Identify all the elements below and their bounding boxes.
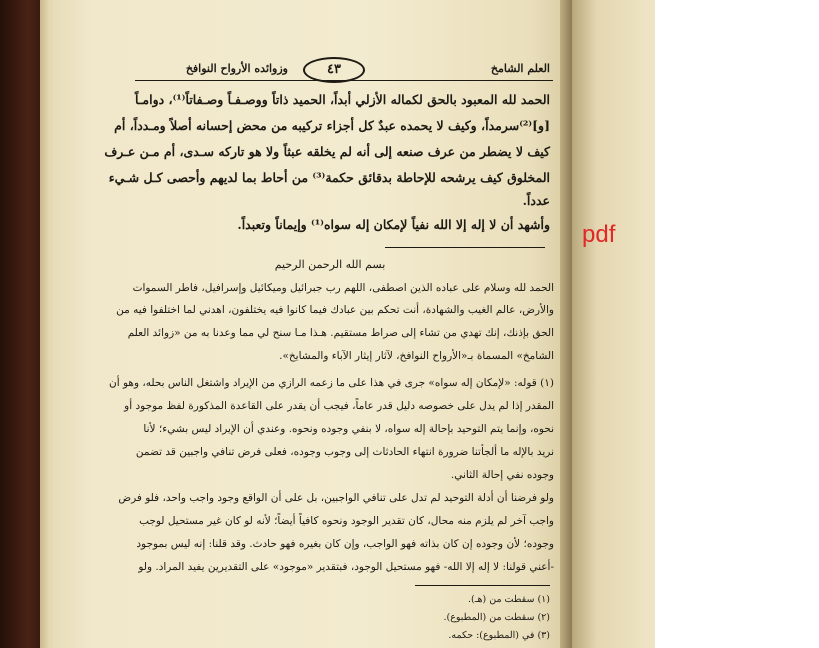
header-rule	[135, 80, 553, 81]
footnote: (٣) في (المطبوع): حكمه.	[448, 630, 550, 641]
body-text-line: واجب آخر لم يلزم منه محال، كان تقدير الوجود ونحوه كافياً أيضاً؛ لأنه لو كان غير مستحيل لوجب	[139, 515, 554, 527]
body-text-line: الشامخ» المسماة بـ«الأرواح النوافخ، لآثار إيثار الآباء والمشايخ».	[279, 350, 554, 362]
footnote: (٢) سقطت من (المطبوع).	[443, 612, 550, 623]
pdf-watermark: pdf	[582, 221, 616, 248]
body-text-line: الحق بإذنك، إنك تهدي من تشاء إلى صراط مستقيم. هـذا مـا سنح لي مما وعدنا به من «زوائد العلم	[127, 327, 554, 339]
body-text-line: والأرض، عالم الغيب والشهادة، أنت تحكم بين عبادك فيما كانوا فيه يختلفون، اهدني لما اختلفوا فيه من	[116, 304, 554, 316]
basmala: بسم الله الرحمن الرحيم	[274, 258, 386, 271]
main-text-line: عدداً.	[522, 193, 550, 208]
main-text-line: المخلوق كيف يرشحه للإحاطة بدقائق حكمة⁽³⁾ من أحاط بما لديهم وأحصى كـل شـيء	[108, 170, 550, 185]
body-text-line: -أعني قولنا: لا إله إلا الله- فهو مستحيل الوجود، فبتقدير «موجود» على التقديرين يفيد المراد. ولو	[138, 561, 554, 573]
body-text-line: ولو فرضنا أن أدلة التوحيد لم تدل على تنافي الواجبين، بل على أن الواقع وجود واجب واحد، فلو فرض	[118, 492, 554, 504]
body-text-line: وجوده نفي إحالة الثاني.	[450, 469, 554, 481]
body-text-line: وجوده؛ لأن وجوده إن كان بذاته فهو الواجب، وإن كان بغيره فهو حادث. وقد قلنا: إنه ليس بموجود	[136, 538, 554, 550]
main-text-line: وأشهد أن لا إله إلا الله نفياً لإمكان إله سواه⁽¹⁾ وإيماناً وتعبداً.	[237, 217, 550, 232]
footnote-rule	[415, 585, 550, 586]
facing-page-edge	[572, 0, 655, 648]
body-text-line: الحمد لله وسلام على عباده الذين اصطفى، اللهم رب جبرائيل وميكائيل وإسرافيل، فاطر السموات	[132, 282, 554, 294]
body-text-line: نريد بالإله ما ألجأتنا ضرورة انتهاء الحادثات إلى وجوب وجوده، فعلى فرض تنافي واجبين قد تضمن	[135, 446, 554, 458]
body-text-line: نحوه، وإنما يتم التوحيد بإحالة إله سواه، لا بنفي وجوده ونحوه. وعندي أن الإيراد ليس بشيء؛ لأنا	[143, 423, 554, 435]
footnote: (١) سقطت من (هـ).	[467, 594, 550, 605]
running-header-left: وزوائده الأرواح النوافخ	[185, 62, 288, 75]
main-text-line: الحمد لله المعبود بالحق لكماله الأزلي أبداً، الحميد ذاتاً ووصـفـاً وصـفاتاً⁽¹⁾، دوامـاً	[134, 92, 550, 107]
body-text-line: (١) قوله: «لإمكان إله سواه» جرى في هذا على ما زعمه الرازي من الإيراد واشتغل الناس بحله، وهو أن	[109, 377, 554, 389]
body-text-line: المقدر إذا لم يدل على خصوصه دليل قدر عاماً، فيجب أن يقدر على القاعدة المذكورة لفظ موجود أو	[124, 400, 554, 412]
page-number: ٤٣	[303, 57, 365, 83]
main-text-line: [و]⁽²⁾سرمداً، وكيف لا يحمده عبدٌ كل أجزاء تركيبه من محض إحسانه أصلاً ومـدداً، أم	[114, 118, 550, 133]
running-header-right: العلم الشامخ	[490, 62, 550, 75]
main-text-line: كيف لا يضطر من عرف صنعه إلى أنه لم يخلقه عبثاً ولا هو تاركه سـدى، أم مـن عـرف	[104, 144, 550, 159]
section-rule	[385, 247, 545, 248]
